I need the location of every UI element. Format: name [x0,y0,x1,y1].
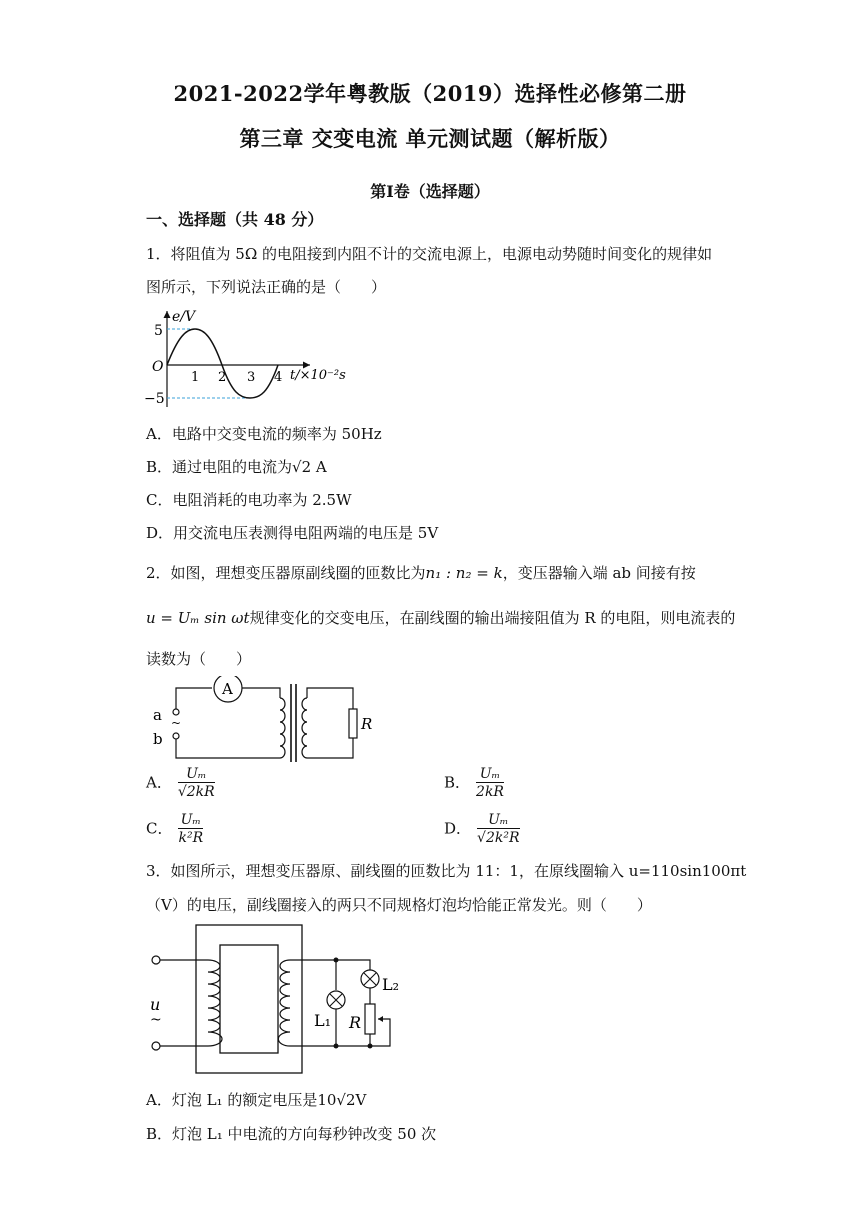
q2-resistor-icon [349,709,357,738]
q2-transformer-circuit [150,676,375,766]
rheostat-slider-icon [378,1016,383,1022]
q1-option-b [146,456,327,477]
document-subtitle: 第三章 交变电流 单元测试题（解析版） [239,126,621,151]
q3-source-label: u [150,995,161,1014]
q1-option-c: C．电阻消耗的电功率为 2.5W [146,491,352,509]
q1-origin-label: O [152,359,164,375]
q2-resistor-label: R [361,715,373,733]
document-title: 2021-2022学年粤教版（2019）选择性必修第二册 [173,81,687,106]
q1-option-d: D．用交流电压表测得电阻两端的电压是 5V [146,524,439,542]
q1-y-tick-5: 5 [154,323,163,339]
ac-source-icon: ~ [171,716,182,730]
q3-stem-line2: （V）的电压，副线圈接入的两只不同规格灯泡均恰能正常发光。则（ ） [146,896,652,914]
q2-option-a [146,766,215,801]
q1-x-tick-1: 1 [191,370,200,385]
q2-option-d-label: D． [444,819,472,838]
q2-option-c-fraction: $\frac{\text{Uₘ}}{\text{k²R}}$ [178,812,204,846]
q2-option-c-label: C． [146,819,173,838]
q3-input-terminal-top [152,956,160,964]
q3-option-a-text: A．灯泡 L₁ 的额定电压是 [146,1091,318,1109]
q1-option-b-text: B．通过电阻的电流为 [146,458,293,476]
q2-terminal-a-label: a [153,706,162,724]
q2-option-a-fraction: $\frac{\text{Uₘ}}{√2kR}$ [177,766,215,800]
q3-option-a [146,1089,366,1110]
q1-stem-line2: 图所示，下列说法正确的是（ ） [146,278,387,296]
q1-y-axis-label: e/V [172,309,196,325]
q2-stem-line3: 读数为（ ） [146,650,252,668]
q1-emf-time-graph [140,305,380,415]
q2-option-b [444,766,504,801]
q1-stem-line1: 1．将阻值为 5Ω 的电阻接到内阻不计的交流电源上，电源电动势随时间变化的规律如 [146,245,713,263]
q3-source-symbol: ~ [150,1012,162,1028]
q3-option-b: B．灯泡 L₁ 中电流的方向每秒钟改变 50 次 [146,1125,437,1143]
q3-input-terminal-bottom [152,1042,160,1050]
q1-option-a: A．电路中交变电流的频率为 50Hz [146,425,382,443]
terminal-a-icon [173,709,179,715]
q2-ammeter-label: A [222,680,233,698]
q3-stem-line1: 3．如图所示，理想变压器原、副线圈的匝数比为 11：1，在原线圈输入 u=110sin100πt [146,862,747,880]
q2-turns-ratio: n₁ : n₂ = k [425,564,503,582]
rheostat-icon [365,1004,375,1034]
q3-lamp2-label: L₂ [382,975,400,994]
q2-stem-text: 2．如图，理想变压器原副线圈的匝数比为 [146,564,426,582]
terminal-b-icon [173,733,179,739]
section-heading: 一、选择题（共 48 分） [146,210,324,229]
q3-resistor-label: R [349,1013,362,1032]
q1-x-tick-3: 3 [247,370,256,385]
q3-transformer-circuit [140,920,410,1080]
q1-x-axis-label: t/×10⁻²s [290,368,346,383]
q2-stem-text-2: 规律变化的交变电压，在副线圈的输出端接阻值为 R 的电阻，则电流表的 [249,609,736,627]
q2-option-d-fraction: $\frac{\text{Uₘ}}{\text{√2k²R}}$ [477,812,520,846]
q2-option-d [444,812,520,847]
q2-voltage-formula: u = Uₘ sin ωt [146,609,250,627]
q2-stem-line1 [146,562,696,583]
q3-option-a-value: 10√2V [317,1091,367,1109]
q2-option-b-fraction: $\frac{\text{Uₘ}}{2kR}$ [476,766,504,800]
volume-heading: 第Ⅰ卷（选择题） [370,182,490,201]
q2-option-b-label: B． [444,773,471,792]
q2-stem-text-cont: ，变压器输入端 ab 间接有按 [502,564,696,582]
q2-option-a-label: A． [146,773,172,792]
q1-y-tick-neg5: −5 [144,391,165,407]
q1-x-tick-2: 2 [218,370,227,385]
q2-option-c [146,812,203,847]
q1-option-b-value: √2 A [292,458,327,476]
q1-x-tick-4: 4 [274,370,283,385]
q2-stem-line2 [146,607,735,628]
q2-terminal-b-label: b [153,730,163,748]
q3-lamp1-label: L₁ [314,1011,332,1030]
